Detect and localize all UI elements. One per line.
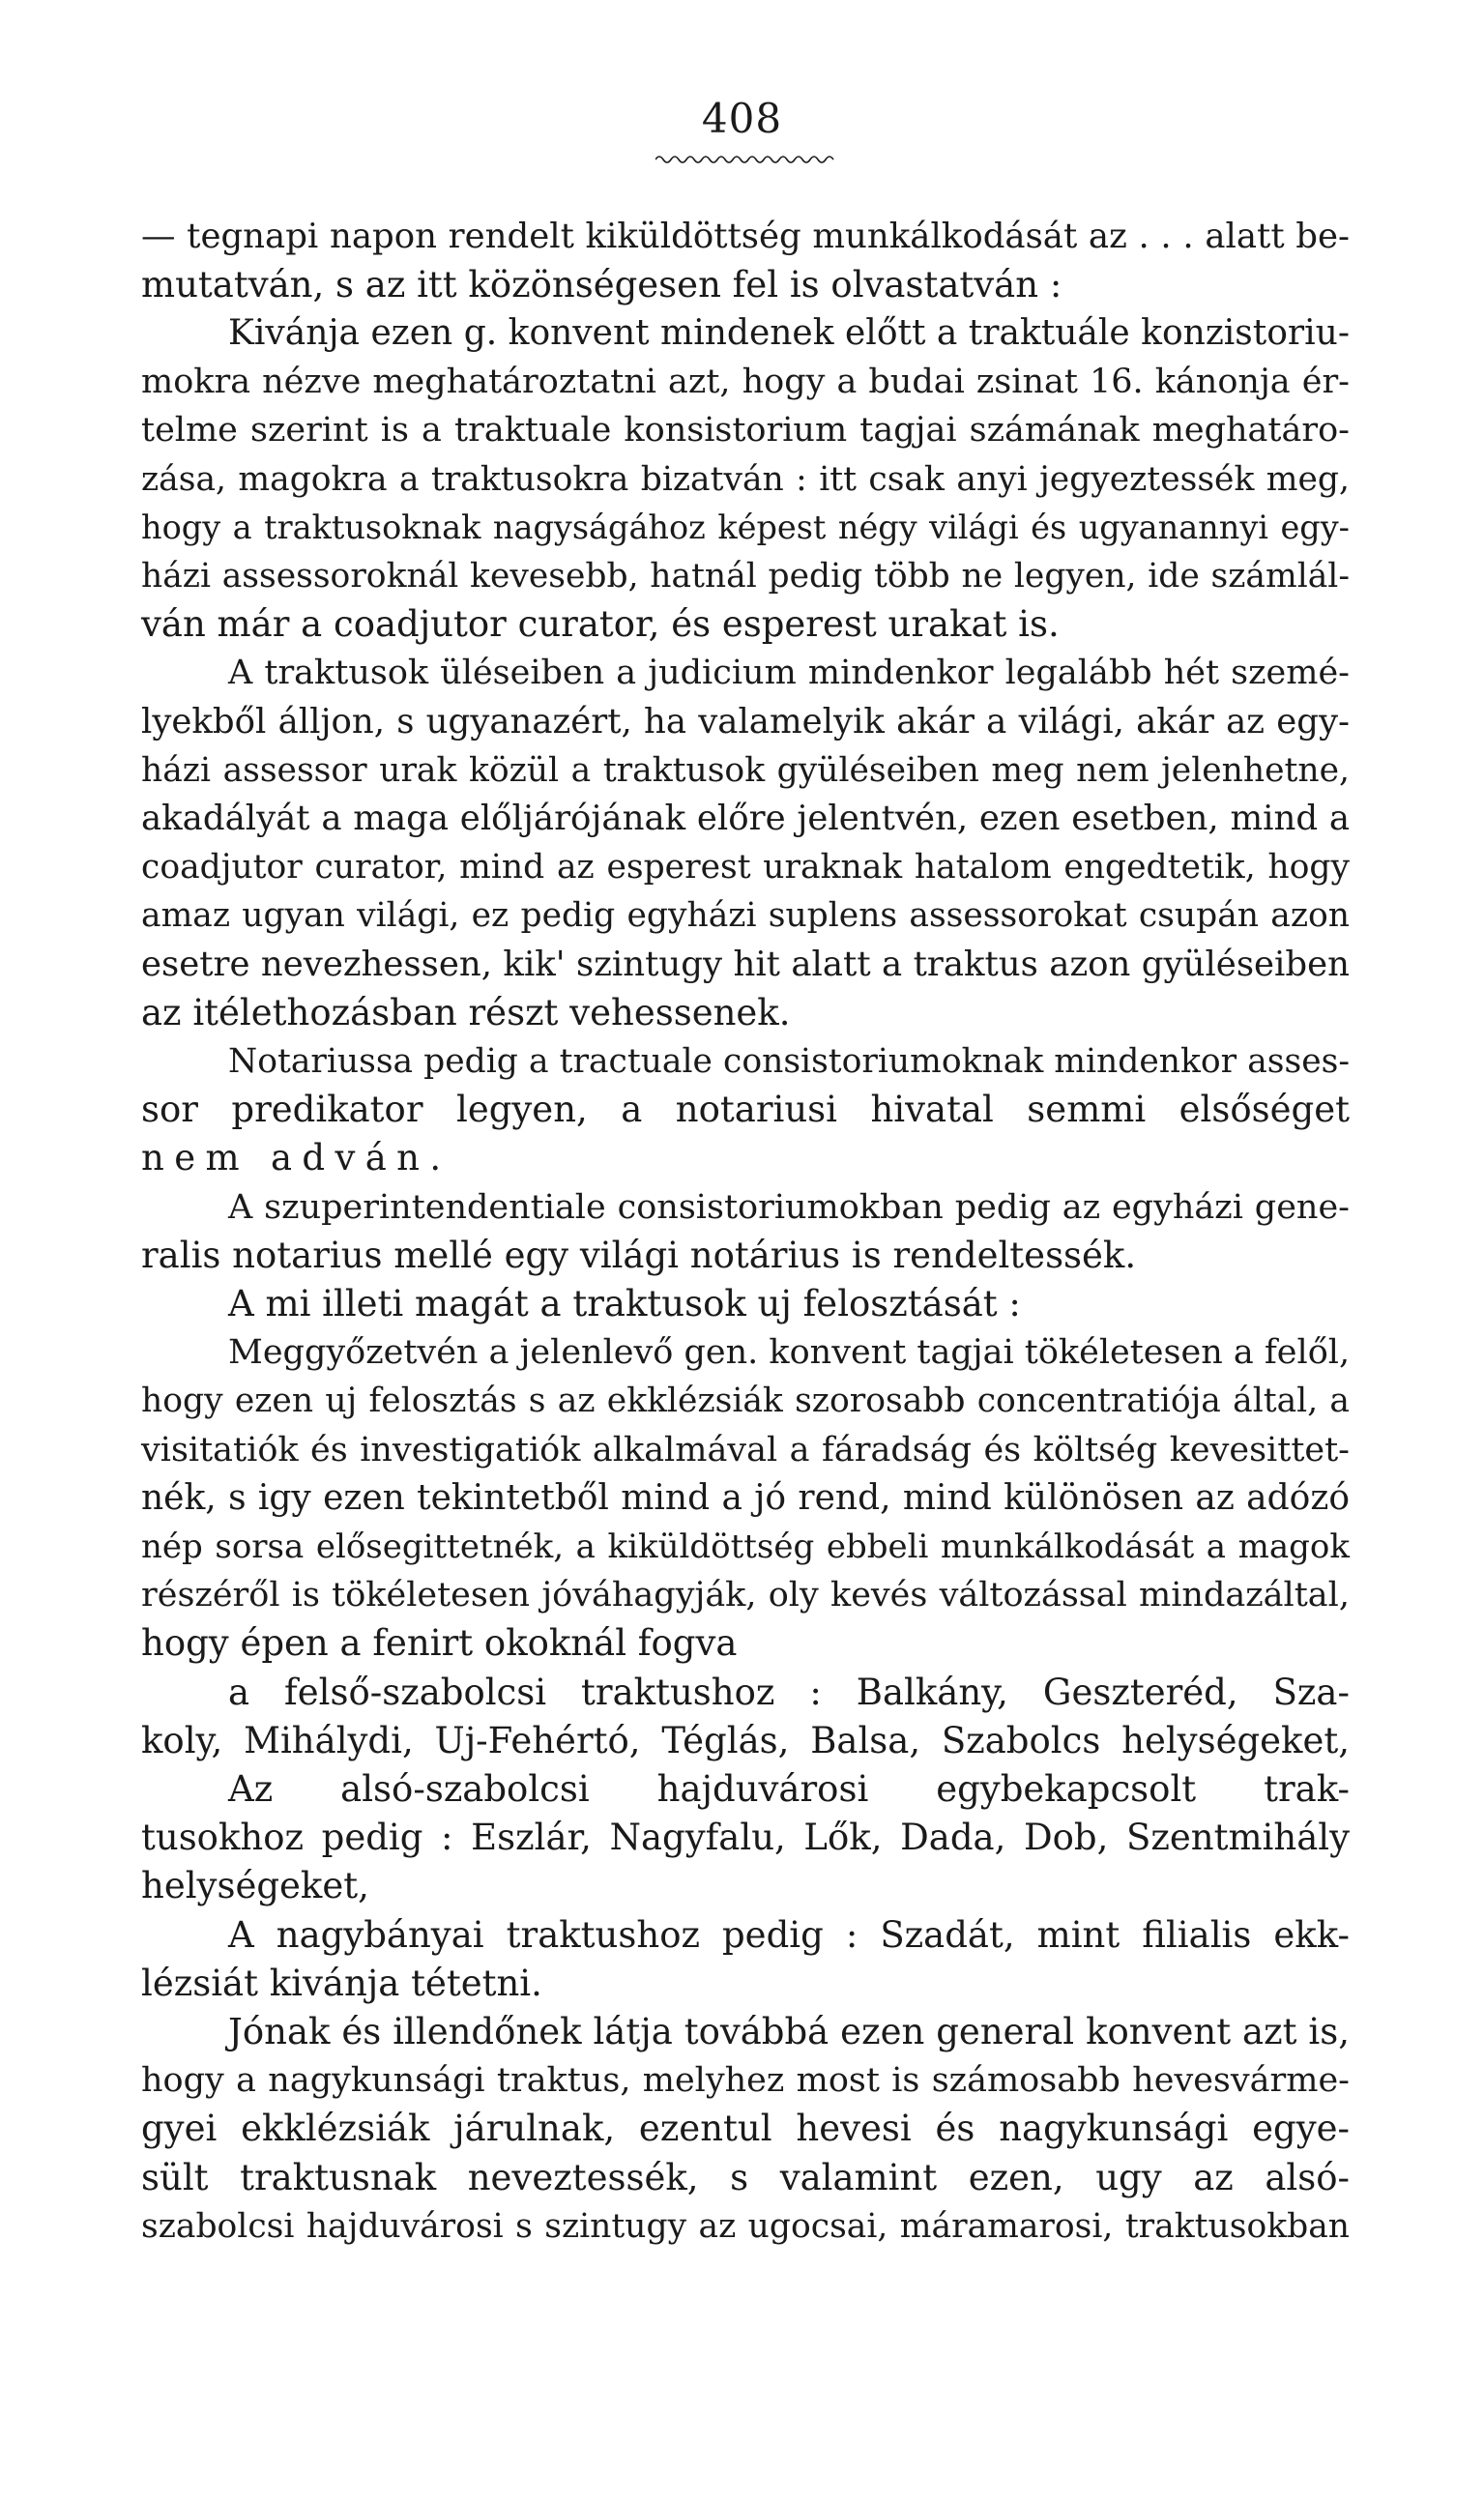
text-line: A traktusok üléseiben a judicium mindenkor legalább hét szemé- [228, 654, 1350, 692]
text-line: Meggyőzetvén a jelenlevő gen. konvent tagjai tökéletesen a felől, [228, 1333, 1351, 1372]
text-line: A mi illeti magát a traktusok uj felosztását : [228, 1283, 1021, 1324]
text-line: nem adván. [141, 1137, 451, 1178]
text-line: telme szerint is a traktuale konsistorium tagjai számának meghatáro- [141, 411, 1350, 450]
text-line: tusokhoz pedig : Eszlár, Nagyfalu, Lők, Dada, Dob, Szentmihály [141, 1817, 1350, 1858]
text-line: házi assessoroknál kevesebb, hatnál pedig több ne legyen, ide számlál- [141, 557, 1350, 596]
text-line: házi assessor urak közül a traktusok gyüléseiben meg nem jelenhetne, [141, 751, 1350, 790]
text-line: esetre nevezhessen, kik' szintugy hit alatt a traktus azon gyüléseiben [141, 945, 1350, 984]
text-line: mokra nézve meghatároztatni azt, hogy a budai zsinat 16. kánonja ér- [141, 363, 1350, 401]
text-line: nék, s igy ezen tekintetből mind a jó rend, mind különösen az adózó [141, 1478, 1350, 1518]
text-line: az itélethozásban részt vehessenek. [141, 992, 791, 1033]
page-number: 408 [701, 95, 783, 142]
text-line: gyei ekklézsiák járulnak, ezentul hevesi és nagykunsági egye- [141, 2108, 1350, 2149]
text-line: a felső-szabolcsi traktushoz : Balkány, Geszteréd, Sza- [228, 1672, 1350, 1713]
text-line: helységeket, [141, 1865, 369, 1906]
text-line: lyekből álljon, s ugyanazért, ha valamelyik akár a világi, akár az egy- [141, 702, 1350, 742]
wavy-rule-ornament [655, 153, 835, 166]
text-line: szabolcsi hajduvárosi s szintugy az ugocsai, máramarosi, traktusokban [141, 2207, 1350, 2246]
text-line: mutatván, s az itt közönségesen fel is olvastatván : [141, 264, 1062, 305]
text-line: Az alsó-szabolcsi hajduvárosi egybekapcsolt trak- [228, 1768, 1350, 1810]
text-line: akadályát a maga előljárójának előre jelentvén, ezen esetben, mind a [141, 799, 1350, 838]
text-line: koly, Mihálydi, Uj-Fehértó, Téglás, Balsa, Szabolcs helységeket, [141, 1720, 1350, 1761]
text-line: hogy ezen uj felosztás s az ekklézsiák szorosabb concentratiója által, a [141, 1382, 1350, 1420]
text-line: Jónak és illendőnek látja továbbá ezen general konvent azt is, [228, 2011, 1350, 2052]
text-line: Kivánja ezen g. konvent mindenek előtt a traktuále konzistoriu- [228, 313, 1350, 353]
text-line: sor predikator legyen, a notariusi hivatal semmi elsőséget [141, 1089, 1350, 1130]
text-line: Notariussa pedig a tractuale consistoriumoknak mindenkor asses- [228, 1042, 1350, 1081]
text-line: coadjutor curator, mind az esperest uraknak hatalom engedtetik, hogy [141, 848, 1350, 887]
text-line: ván már a coadjutor curator, és esperest urakat is. [141, 603, 1060, 645]
text-line: amaz ugyan világi, ez pedig egyházi suplens assessorokat csupán azon [141, 896, 1350, 935]
text-line: lézsiát kivánja tétetni. [141, 1963, 542, 2004]
text-line: hogy a nagykunsági traktus, melyhez most is számosabb hevesvárme- [141, 2061, 1350, 2100]
text-line: hogy a traktusoknak nagyságához képest négy világi és ugyanannyi egy- [141, 509, 1350, 546]
text-line: — tegnapi napon rendelt kiküldöttség munkálkodását az . . . alatt be- [141, 217, 1350, 256]
text-line: A szuperintendentiale consistoriumokban pedig az egyházi gene- [228, 1188, 1350, 1227]
text-line: sült traktusnak neveztessék, s valamint ezen, ugy az alsó- [141, 2157, 1350, 2198]
text-line: zása, magokra a traktusokra bizatván : itt csak anyi jegyeztessék meg, [141, 460, 1350, 499]
text-line: nép sorsa elősegittetnék, a kiküldöttség ebbeli munkálkodását a magok [141, 1527, 1350, 1566]
text-line: hogy épen a fenirt okoknál fogva [141, 1622, 738, 1664]
text-line: A nagybányai traktushoz pedig : Szadát, mint filialis ekk- [228, 1914, 1350, 1956]
text-line: visitatiók és investigatiók alkalmával a fáradság és költség kevesittet- [141, 1431, 1350, 1469]
text-line: részéről is tökéletesen jóváhagyják, oly kevés változással mindazáltal, [141, 1576, 1350, 1615]
text-line: ralis notarius mellé egy világi notárius is rendeltessék. [141, 1235, 1137, 1276]
